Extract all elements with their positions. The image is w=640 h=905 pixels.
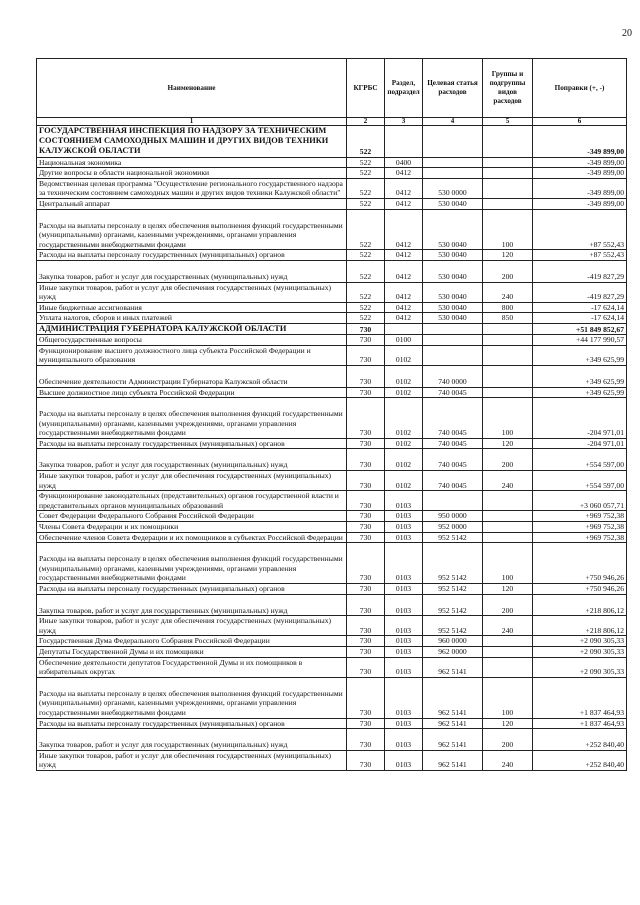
row-razdel: 0102: [385, 449, 423, 471]
row-csr: 952 0000: [423, 522, 483, 533]
row-razdel: 0412: [385, 178, 423, 198]
row-name: Расходы на выплаты персоналу в целях обеспечения выполнения функций государственными (муниципальными) органами, казенными учреждениями, органами управления государственными внебюджетными фондами: [37, 677, 347, 718]
row-csr: [423, 345, 483, 365]
row-razdel: 0103: [385, 532, 423, 543]
row-kgrbs: 730: [347, 594, 385, 616]
row-razdel: 0100: [385, 335, 423, 346]
row-csr: 952 5142: [423, 616, 483, 636]
table-row: [37, 323, 627, 334]
row-kgrbs: 522: [347, 313, 385, 324]
table-row: [37, 491, 627, 511]
row-name: Общегосударственные вопросы: [37, 335, 347, 346]
row-name: Обеспечение членов Совета Федерации и их помощников в субъектах Российской Федерации: [37, 532, 347, 543]
row-kgrbs: 730: [347, 387, 385, 398]
row-csr: 530 0040: [423, 209, 483, 250]
row-kgrbs: 730: [347, 543, 385, 584]
row-vr: 200: [483, 449, 533, 471]
table-row: [37, 313, 627, 324]
row-vr: 120: [483, 718, 533, 729]
row-amount: -204 971,01: [533, 398, 627, 439]
row-csr: 962 5141: [423, 750, 483, 770]
table-row: [37, 260, 627, 282]
row-name: ГОСУДАРСТВЕННАЯ ИНСПЕКЦИЯ ПО НАДЗОРУ ЗА ТЕХНИЧЕСКИМ СОСТОЯНИЕМ САМОХОДНЫХ МАШИН И ДРУГИХ ВИДОВ ТЕХНИКИ КАЛУЖСКОЙ ОБЛАСТИ: [37, 126, 347, 158]
row-vr: 200: [483, 594, 533, 616]
row-vr: [483, 323, 533, 334]
row-amount: +87 552,43: [533, 209, 627, 250]
row-razdel: 0102: [385, 365, 423, 387]
row-amount: +750 946,26: [533, 543, 627, 584]
row-name: Закупка товаров, работ и услуг для государственных (муниципальных) нужд: [37, 594, 347, 616]
row-razdel: 0103: [385, 594, 423, 616]
row-razdel: 0102: [385, 471, 423, 491]
row-amount: -419 827,29: [533, 282, 627, 302]
row-vr: 850: [483, 313, 533, 324]
row-csr: 952 5142: [423, 584, 483, 595]
row-vr: [483, 387, 533, 398]
row-vr: 100: [483, 209, 533, 250]
row-amount: +554 597,00: [533, 449, 627, 471]
table-row: [37, 282, 627, 302]
row-csr: [423, 157, 483, 168]
row-amount: -17 624,14: [533, 302, 627, 313]
row-kgrbs: 730: [347, 522, 385, 533]
row-vr: [483, 522, 533, 533]
row-kgrbs: 730: [347, 646, 385, 657]
row-razdel: 0102: [385, 438, 423, 449]
row-name: Депутаты Государственной Думы и их помощники: [37, 646, 347, 657]
table-row: [37, 511, 627, 522]
row-amount: -349 899,00: [533, 157, 627, 168]
row-vr: 100: [483, 677, 533, 718]
row-razdel: 0102: [385, 398, 423, 439]
table-row: [37, 532, 627, 543]
row-kgrbs: 730: [347, 616, 385, 636]
row-csr: [423, 168, 483, 179]
row-amount: +252 840,40: [533, 750, 627, 770]
row-razdel: 0103: [385, 677, 423, 718]
row-amount: +2 090 305,33: [533, 657, 627, 677]
row-csr: 962 5141: [423, 729, 483, 751]
row-csr: 530 0040: [423, 282, 483, 302]
row-kgrbs: 730: [347, 750, 385, 770]
row-kgrbs: 730: [347, 345, 385, 365]
row-kgrbs: 522: [347, 126, 385, 158]
row-amount: +44 177 990,57: [533, 335, 627, 346]
row-kgrbs: 522: [347, 302, 385, 313]
row-kgrbs: 730: [347, 323, 385, 334]
row-kgrbs: 730: [347, 398, 385, 439]
row-amount: -349 899,00: [533, 198, 627, 209]
row-razdel: 0412: [385, 260, 423, 282]
row-amount: +218 806,12: [533, 594, 627, 616]
row-name: Функционирование законодательных (представительных) органов государственной власти и представительных органов муниципальных образований: [37, 491, 347, 511]
header-csr: Целевая статья расходов: [423, 59, 483, 118]
row-name: Ведомственная целевая программа "Осуществление регионального государственного надзора за техническим состоянием самоходных машин и других видов техники Калужской области": [37, 178, 347, 198]
row-razdel: 0412: [385, 250, 423, 261]
row-name: Расходы на выплаты персоналу государственных (муниципальных) органов: [37, 718, 347, 729]
row-razdel: [385, 323, 423, 334]
row-vr: [483, 636, 533, 647]
table-row: [37, 584, 627, 595]
row-amount: -349 899,00: [533, 168, 627, 179]
row-vr: [483, 646, 533, 657]
row-csr: 740 0045: [423, 387, 483, 398]
row-name: Уплата налогов, сборов и иных платежей: [37, 313, 347, 324]
row-csr: 530 0000: [423, 178, 483, 198]
row-csr: 952 5142: [423, 543, 483, 584]
row-vr: 240: [483, 750, 533, 770]
row-vr: 100: [483, 543, 533, 584]
row-kgrbs: 730: [347, 438, 385, 449]
row-amount: +3 060 057,71: [533, 491, 627, 511]
row-kgrbs: 730: [347, 657, 385, 677]
row-vr: [483, 126, 533, 158]
row-amount: -204 971,01: [533, 438, 627, 449]
row-amount: +969 752,38: [533, 532, 627, 543]
row-name: Обеспечение деятельности депутатов Государственной Думы и их помощников в избирательных округах: [37, 657, 347, 677]
row-name: Расходы на выплаты персоналу в целях обеспечения выполнения функций государственными (муниципальными) органами, казенными учреждениями, органами управления государственными внебюджетными фондами: [37, 543, 347, 584]
row-name: Закупка товаров, работ и услуг для государственных (муниципальных) нужд: [37, 729, 347, 751]
row-razdel: 0103: [385, 616, 423, 636]
header-name: Наименование: [37, 59, 347, 118]
row-razdel: 0102: [385, 345, 423, 365]
row-csr: 952 5142: [423, 532, 483, 543]
table-row: [37, 636, 627, 647]
row-kgrbs: 730: [347, 449, 385, 471]
row-name: Расходы на выплаты персоналу в целях обеспечения выполнения функций государственными (муниципальными) органами, казенными учреждениями, органами управления государственными внебюджетными фондами: [37, 209, 347, 250]
row-vr: [483, 157, 533, 168]
row-csr: 740 0045: [423, 449, 483, 471]
page-number: 20: [622, 28, 632, 39]
row-kgrbs: 730: [347, 729, 385, 751]
row-razdel: [385, 126, 423, 158]
row-amount: +349 625,99: [533, 345, 627, 365]
row-kgrbs: 522: [347, 198, 385, 209]
table-row: [37, 345, 627, 365]
row-csr: 740 0000: [423, 365, 483, 387]
row-kgrbs: 730: [347, 511, 385, 522]
row-name: Расходы на выплаты персоналу государственных (муниципальных) органов: [37, 438, 347, 449]
table-row: [37, 387, 627, 398]
row-name: Закупка товаров, работ и услуг для государственных (муниципальных) нужд: [37, 449, 347, 471]
row-razdel: 0103: [385, 522, 423, 533]
table-row: [37, 729, 627, 751]
row-name: Высшее должностное лицо субъекта Российской Федерации: [37, 387, 347, 398]
row-razdel: 0103: [385, 636, 423, 647]
row-amount: -349 899,00: [533, 126, 627, 158]
row-name: Иные бюджетные ассигнования: [37, 302, 347, 313]
table-row: [37, 157, 627, 168]
row-amount: +969 752,38: [533, 511, 627, 522]
row-kgrbs: 730: [347, 365, 385, 387]
column-number: 4: [423, 118, 483, 126]
table-header-row: [37, 59, 627, 118]
row-vr: [483, 532, 533, 543]
row-kgrbs: 730: [347, 677, 385, 718]
table-row: [37, 471, 627, 491]
row-vr: 100: [483, 398, 533, 439]
row-csr: [423, 491, 483, 511]
row-name: Иные закупки товаров, работ и услуг для обеспечения государственных (муниципальных) нужд: [37, 282, 347, 302]
row-name: Расходы на выплаты персоналу государственных (муниципальных) органов: [37, 584, 347, 595]
row-vr: 240: [483, 471, 533, 491]
row-vr: [483, 335, 533, 346]
column-number: 1: [37, 118, 347, 126]
table-row: [37, 449, 627, 471]
row-csr: [423, 335, 483, 346]
row-amount: +218 806,12: [533, 616, 627, 636]
row-amount: -17 624,14: [533, 313, 627, 324]
row-razdel: 0103: [385, 511, 423, 522]
row-razdel: 0103: [385, 718, 423, 729]
column-numbers-row: [37, 118, 627, 126]
row-csr: 962 0000: [423, 646, 483, 657]
row-kgrbs: 522: [347, 250, 385, 261]
row-razdel: 0400: [385, 157, 423, 168]
row-razdel: 0103: [385, 750, 423, 770]
row-csr: 740 0045: [423, 398, 483, 439]
row-vr: 240: [483, 616, 533, 636]
budget-amendments-table: [36, 58, 627, 771]
table-row: [37, 616, 627, 636]
row-name: Другие вопросы в области национальной экономики: [37, 168, 347, 179]
row-amount: -419 827,29: [533, 260, 627, 282]
row-name: АДМИНИСТРАЦИЯ ГУБЕРНАТОРА КАЛУЖСКОЙ ОБЛАСТИ: [37, 323, 347, 334]
row-vr: 800: [483, 302, 533, 313]
row-razdel: 0412: [385, 302, 423, 313]
row-kgrbs: 522: [347, 260, 385, 282]
row-csr: 962 5141: [423, 718, 483, 729]
row-csr: [423, 323, 483, 334]
row-name: Закупка товаров, работ и услуг для государственных (муниципальных) нужд: [37, 260, 347, 282]
row-amount: -349 899,00: [533, 178, 627, 198]
row-vr: 120: [483, 250, 533, 261]
table-row: [37, 178, 627, 198]
row-vr: [483, 198, 533, 209]
table-row: [37, 718, 627, 729]
table-row: [37, 522, 627, 533]
row-razdel: 0103: [385, 657, 423, 677]
row-csr: 530 0040: [423, 198, 483, 209]
row-amount: +750 946,26: [533, 584, 627, 595]
table-row: [37, 543, 627, 584]
row-vr: [483, 168, 533, 179]
table-row: [37, 168, 627, 179]
row-vr: [483, 178, 533, 198]
row-amount: +1 837 464,93: [533, 718, 627, 729]
table-row: [37, 677, 627, 718]
row-razdel: 0412: [385, 209, 423, 250]
column-number: 3: [385, 118, 423, 126]
row-csr: 952 5142: [423, 594, 483, 616]
row-amount: +554 597,00: [533, 471, 627, 491]
row-kgrbs: 522: [347, 157, 385, 168]
row-kgrbs: 522: [347, 282, 385, 302]
row-vr: 120: [483, 584, 533, 595]
header-amendment: Поправки (+, -): [533, 59, 627, 118]
row-kgrbs: 730: [347, 584, 385, 595]
row-name: Обеспечение деятельности Администрации Губернатора Калужской области: [37, 365, 347, 387]
row-kgrbs: 730: [347, 636, 385, 647]
table-row: [37, 594, 627, 616]
row-name: Члены Совета Федерации и их помощники: [37, 522, 347, 533]
row-name: Иные закупки товаров, работ и услуг для обеспечения государственных (муниципальных) нужд: [37, 471, 347, 491]
row-razdel: 0412: [385, 198, 423, 209]
row-razdel: 0103: [385, 729, 423, 751]
table-row: [37, 438, 627, 449]
table-row: [37, 198, 627, 209]
table-row: [37, 126, 627, 158]
row-razdel: 0412: [385, 313, 423, 324]
row-name: Расходы на выплаты персоналу государственных (муниципальных) органов: [37, 250, 347, 261]
table-row: [37, 646, 627, 657]
row-name: Национальная экономика: [37, 157, 347, 168]
row-name: Расходы на выплаты персоналу в целях обеспечения выполнения функций государственными (муниципальными) органами, казенными учреждениями, органами управления государственными внебюджетными фондами: [37, 398, 347, 439]
row-csr: [423, 126, 483, 158]
column-number: 6: [533, 118, 627, 126]
row-csr: 530 0040: [423, 260, 483, 282]
table-row: [37, 365, 627, 387]
row-razdel: 0412: [385, 168, 423, 179]
row-name: Центральный аппарат: [37, 198, 347, 209]
row-razdel: 0102: [385, 387, 423, 398]
row-razdel: 0103: [385, 543, 423, 584]
row-kgrbs: 730: [347, 491, 385, 511]
row-csr: 530 0040: [423, 302, 483, 313]
row-kgrbs: 522: [347, 178, 385, 198]
row-vr: 120: [483, 438, 533, 449]
row-vr: [483, 491, 533, 511]
row-vr: 200: [483, 260, 533, 282]
table-row: [37, 302, 627, 313]
row-kgrbs: 522: [347, 168, 385, 179]
row-csr: 950 0000: [423, 511, 483, 522]
row-razdel: 0103: [385, 646, 423, 657]
row-vr: 200: [483, 729, 533, 751]
row-name: Функционирование высшего должностного лица субъекта Российской Федерации и муниципального образования: [37, 345, 347, 365]
column-number: 5: [483, 118, 533, 126]
row-name: Совет Федерации Федерального Собрания Российской Федерации: [37, 511, 347, 522]
row-vr: [483, 511, 533, 522]
table-row: [37, 335, 627, 346]
row-amount: +252 840,40: [533, 729, 627, 751]
row-name: Иные закупки товаров, работ и услуг для обеспечения государственных (муниципальных) нужд: [37, 750, 347, 770]
row-vr: 240: [483, 282, 533, 302]
row-kgrbs: 730: [347, 718, 385, 729]
row-csr: 530 0040: [423, 313, 483, 324]
row-csr: 962 5141: [423, 677, 483, 718]
row-kgrbs: 522: [347, 209, 385, 250]
table-row: [37, 750, 627, 770]
row-vr: [483, 657, 533, 677]
header-razdel: Раздел, подраздел: [385, 59, 423, 118]
row-vr: [483, 365, 533, 387]
row-csr: 740 0045: [423, 438, 483, 449]
row-razdel: 0103: [385, 584, 423, 595]
row-kgrbs: 730: [347, 335, 385, 346]
row-amount: +87 552,43: [533, 250, 627, 261]
row-kgrbs: 730: [347, 532, 385, 543]
row-name: Иные закупки товаров, работ и услуг для обеспечения государственных (муниципальных) нужд: [37, 616, 347, 636]
row-csr: 960 0000: [423, 636, 483, 647]
row-amount: +2 090 305,33: [533, 636, 627, 647]
table-row: [37, 209, 627, 250]
row-amount: +349 625,99: [533, 387, 627, 398]
row-amount: +969 752,38: [533, 522, 627, 533]
table-row: [37, 250, 627, 261]
row-razdel: 0412: [385, 282, 423, 302]
row-csr: 530 0040: [423, 250, 483, 261]
header-kgrbs: КГРБС: [347, 59, 385, 118]
table-row: [37, 657, 627, 677]
column-number: 2: [347, 118, 385, 126]
row-csr: 962 5141: [423, 657, 483, 677]
row-amount: +1 837 464,93: [533, 677, 627, 718]
row-vr: [483, 345, 533, 365]
row-csr: 740 0045: [423, 471, 483, 491]
row-amount: +2 090 305,33: [533, 646, 627, 657]
row-amount: +51 849 852,67: [533, 323, 627, 334]
row-razdel: 0103: [385, 491, 423, 511]
row-amount: +349 625,99: [533, 365, 627, 387]
row-kgrbs: 730: [347, 471, 385, 491]
table-row: [37, 398, 627, 439]
header-vr: Группы и подгруппы видов расходов: [483, 59, 533, 118]
row-name: Государственная Дума Федерального Собрания Российской Федерации: [37, 636, 347, 647]
